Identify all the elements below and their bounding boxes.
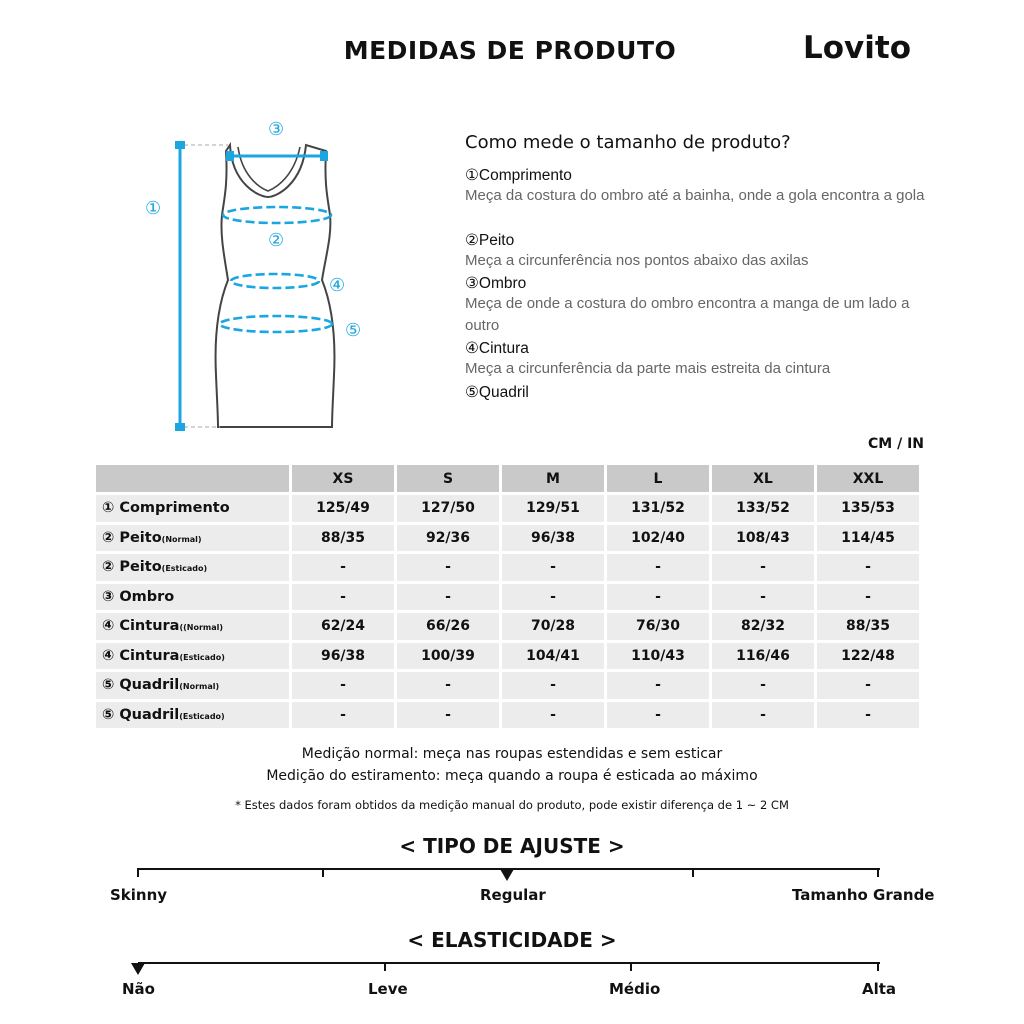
- size-header: M: [502, 465, 604, 492]
- elasticity-label-high: Alta: [862, 980, 897, 998]
- row-label: [96, 584, 289, 611]
- row-label-text: ⑤ Quadril: [102, 677, 180, 694]
- table-cell: 76/30: [607, 613, 709, 640]
- elasticity-tick: [384, 962, 386, 971]
- guide-item-desc: Meça da costura do ombro até a bainha, onde a gola encontra a gola: [465, 187, 925, 204]
- table-cell: 110/43: [607, 643, 709, 670]
- table-cell: -: [607, 702, 709, 729]
- table-row: [96, 672, 919, 699]
- table-cell: 116/46: [712, 643, 814, 670]
- row-label: [96, 495, 289, 522]
- table-cell: -: [712, 554, 814, 581]
- row-label: [96, 643, 289, 670]
- table-cell: 88/35: [292, 525, 394, 552]
- table-cell: -: [502, 672, 604, 699]
- row-label-text: ④ Cintura: [102, 618, 180, 635]
- table-row: [96, 613, 919, 640]
- row-label-text: ① Comprimento: [102, 500, 230, 517]
- table-cell: 108/43: [712, 525, 814, 552]
- elasticity-label-none: Não: [122, 980, 155, 998]
- row-label-sub: (Esticado): [161, 564, 208, 574]
- row-label-sub: (Normal): [161, 534, 202, 544]
- table-cell: 96/38: [502, 525, 604, 552]
- table-cell: 102/40: [607, 525, 709, 552]
- table-cell: -: [817, 554, 919, 581]
- guide-item-title: ⑤Quadril: [465, 384, 529, 401]
- fit-label-regular: Regular: [480, 886, 546, 904]
- marker-chest: ②: [268, 230, 285, 251]
- table-cell: -: [502, 702, 604, 729]
- brand-logo: Lovito: [803, 30, 912, 66]
- fit-tick: [137, 868, 139, 877]
- table-cell: 82/32: [712, 613, 814, 640]
- table-row: [96, 495, 919, 522]
- marker-waist: ④: [329, 275, 346, 296]
- marker-shoulder: ③: [268, 119, 285, 140]
- size-header: S: [397, 465, 499, 492]
- table-cell: -: [397, 702, 499, 729]
- row-label-sub: ((Normal): [179, 623, 224, 633]
- table-cell: -: [502, 554, 604, 581]
- table-cell: -: [712, 672, 814, 699]
- table-cell: -: [607, 672, 709, 699]
- guide-item-title: ④Cintura: [465, 340, 529, 357]
- table-cell: -: [292, 702, 394, 729]
- row-label-sub: (Normal): [179, 682, 220, 692]
- table-cell: 66/26: [397, 613, 499, 640]
- table-cell: -: [397, 554, 499, 581]
- table-cell: -: [502, 584, 604, 611]
- elasticity-marker-icon: [131, 963, 145, 975]
- fit-marker-icon: [500, 869, 514, 881]
- row-label: [96, 672, 289, 699]
- table-cell: -: [712, 584, 814, 611]
- table-cell: -: [397, 672, 499, 699]
- guide-item-title: ③Ombro: [465, 275, 527, 292]
- page-title: MEDIDAS DE PRODUTO: [343, 36, 677, 65]
- marker-length: ①: [145, 198, 162, 219]
- fit-label-skinny: Skinny: [110, 886, 168, 904]
- table-cell: 96/38: [292, 643, 394, 670]
- size-header: XS: [292, 465, 394, 492]
- table-cell: -: [817, 584, 919, 611]
- size-header: L: [607, 465, 709, 492]
- row-label-text: ④ Cintura: [102, 647, 180, 664]
- table-row: [96, 702, 919, 729]
- table-cell: -: [607, 584, 709, 611]
- guide-item-title: ①Comprimento: [465, 167, 572, 184]
- fit-tick: [692, 868, 694, 877]
- units-label: CM / IN: [868, 436, 924, 452]
- table-cell: 100/39: [397, 643, 499, 670]
- table-cell: -: [817, 702, 919, 729]
- marker-hip: ⑤: [345, 320, 362, 341]
- table-cell: 122/48: [817, 643, 919, 670]
- row-label: [96, 554, 289, 581]
- table-cell: -: [292, 554, 394, 581]
- table-cell: 135/53: [817, 495, 919, 522]
- elasticity-label-medium: Médio: [609, 980, 661, 998]
- fit-title: < TIPO DE AJUSTE >: [399, 834, 625, 858]
- table-cell: -: [817, 672, 919, 699]
- table-row: [96, 643, 919, 670]
- table-cell: 125/49: [292, 495, 394, 522]
- table-row: [96, 554, 919, 581]
- row-label-sub: (Esticado): [179, 652, 225, 662]
- table-row: [96, 584, 919, 611]
- row-label-sub: (Esticado): [179, 711, 225, 721]
- guide-item-title: ②Peito: [465, 232, 515, 249]
- elasticity-tick: [630, 962, 632, 971]
- note-disclaimer: * Estes dados foram obtidos da medição manual do produto, pode existir diferença de 1 ~ 2 CM: [235, 798, 789, 812]
- table-cell: 133/52: [712, 495, 814, 522]
- table-cell: 114/45: [817, 525, 919, 552]
- table-cell: 131/52: [607, 495, 709, 522]
- table-cell: -: [607, 554, 709, 581]
- table-cell: 92/36: [397, 525, 499, 552]
- size-table: [93, 462, 922, 731]
- table-cell: -: [292, 584, 394, 611]
- guide-item-desc: Meça a circunferência nos pontos abaixo das axilas: [465, 252, 809, 269]
- note-stretch: Medição do estiramento: meça quando a roupa é esticada ao máximo: [266, 768, 758, 784]
- fit-label-plus: Tamanho Grande: [792, 886, 935, 904]
- table-body: [96, 495, 919, 728]
- guide-item-desc: Meça a circunferência da parte mais estreita da cintura: [465, 360, 831, 377]
- row-label: [96, 613, 289, 640]
- row-label-text: ② Peito: [102, 559, 162, 576]
- table-cell: 127/50: [397, 495, 499, 522]
- table-cell: 129/51: [502, 495, 604, 522]
- size-header: XL: [712, 465, 814, 492]
- elasticity-scale-line: [138, 962, 880, 964]
- note-normal: Medição normal: meça nas roupas estendidas e sem esticar: [301, 746, 723, 762]
- fit-tick: [322, 868, 324, 877]
- elasticity-tick: [877, 962, 879, 971]
- fit-tick: [877, 868, 879, 877]
- elasticity-title: < ELASTICIDADE >: [407, 928, 617, 952]
- table-header-row: [96, 465, 919, 492]
- guide-item-desc: Meça de onde a costura do ombro encontra a manga de um lado a outro: [465, 295, 910, 334]
- table-row: [96, 525, 919, 552]
- table-cell: 88/35: [817, 613, 919, 640]
- table-header-corner: [96, 465, 289, 492]
- size-header: XXL: [817, 465, 919, 492]
- row-label-text: ③ Ombro: [102, 588, 175, 605]
- table-cell: -: [397, 584, 499, 611]
- table-cell: 62/24: [292, 613, 394, 640]
- row-label-text: ⑤ Quadril: [102, 706, 180, 723]
- dress-diagram: [140, 115, 370, 440]
- row-label: [96, 525, 289, 552]
- table-cell: 104/41: [502, 643, 604, 670]
- elasticity-label-light: Leve: [368, 980, 408, 998]
- row-label-text: ② Peito: [102, 529, 162, 546]
- row-label: [96, 702, 289, 729]
- guide-question: Como mede o tamanho de produto?: [465, 132, 791, 153]
- table-cell: -: [292, 672, 394, 699]
- length-indicator: [175, 141, 185, 431]
- table-cell: -: [712, 702, 814, 729]
- table-cell: 70/28: [502, 613, 604, 640]
